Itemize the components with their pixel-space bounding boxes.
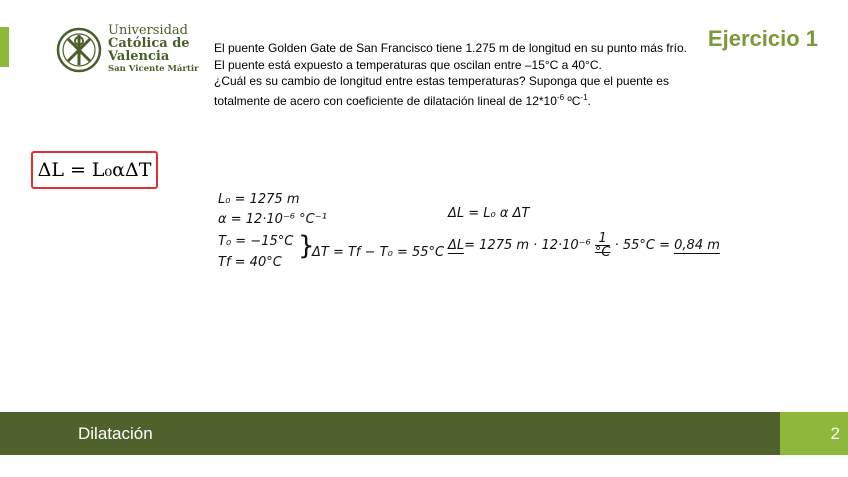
problem-line-4-unit: ºC	[564, 93, 581, 108]
formula-box	[31, 151, 158, 189]
problem-statement	[214, 40, 714, 109]
hw-l0: L₀ = 1275 m	[218, 192, 300, 207]
hw-frac-den: °C	[594, 245, 611, 260]
logo-line-1: Universidad	[108, 23, 188, 38]
page-number: 2	[830, 424, 840, 443]
hw-calc-lhs: ΔL	[448, 238, 465, 253]
problem-line-3: ¿Cuál es su cambio de longitud entre estas temperaturas? Suponga que el puente es	[214, 74, 669, 88]
hw-calculation	[448, 232, 720, 259]
page-number-box	[780, 412, 848, 455]
logo-line-2: Católica de	[108, 36, 190, 51]
exercise-title: Ejercicio 1	[707, 26, 818, 51]
problem-line-4-pre: totalmente de acero con coeficiente de dilatación lineal de 12*10	[214, 93, 557, 108]
exponent-2: -1	[580, 92, 588, 102]
hw-alpha: α = 12·10⁻⁶ °C⁻¹	[218, 212, 327, 227]
hw-calc-tail: · 55°C =	[610, 238, 675, 253]
problem-line-2: El puente está expuesto a temperaturas que oscilan entre –15°C a 40°C.	[214, 57, 602, 72]
hw-frac-num: 1	[595, 232, 611, 246]
problem-line-4-post: .	[587, 93, 591, 108]
footer-title: Dilatación	[78, 424, 153, 443]
footer-bar	[0, 412, 780, 455]
hw-brace: }	[298, 231, 315, 261]
accent-bar	[0, 27, 9, 67]
university-emblem-icon	[56, 27, 102, 73]
problem-line-4	[214, 90, 714, 110]
university-logo	[56, 24, 199, 76]
hw-delta-t: ΔT = Tf − T₀ = 55°C	[312, 245, 445, 260]
hw-t0: T₀ = −15°C	[218, 234, 294, 249]
hw-calc-mid: = 1275 m · 12·10⁻⁶	[464, 238, 595, 253]
hw-formula: ΔL = L₀ α ΔT	[448, 206, 530, 221]
logo-text	[108, 24, 199, 76]
problem-line-1: El puente Golden Gate de San Francisco tiene 1.275 m de longitud en su punto más frío.	[214, 41, 687, 55]
exponent-1: -6	[556, 92, 565, 102]
hw-calc-result: 0,84 m	[674, 238, 720, 253]
logo-line-3: Valencia	[108, 49, 170, 64]
formula-text: ΔL = L₀αΔT	[37, 159, 152, 181]
logo-line-4: San Vicente Mártir	[108, 64, 199, 74]
hw-tf: Tf = 40°C	[218, 255, 282, 270]
hw-calc-fraction	[595, 232, 611, 259]
